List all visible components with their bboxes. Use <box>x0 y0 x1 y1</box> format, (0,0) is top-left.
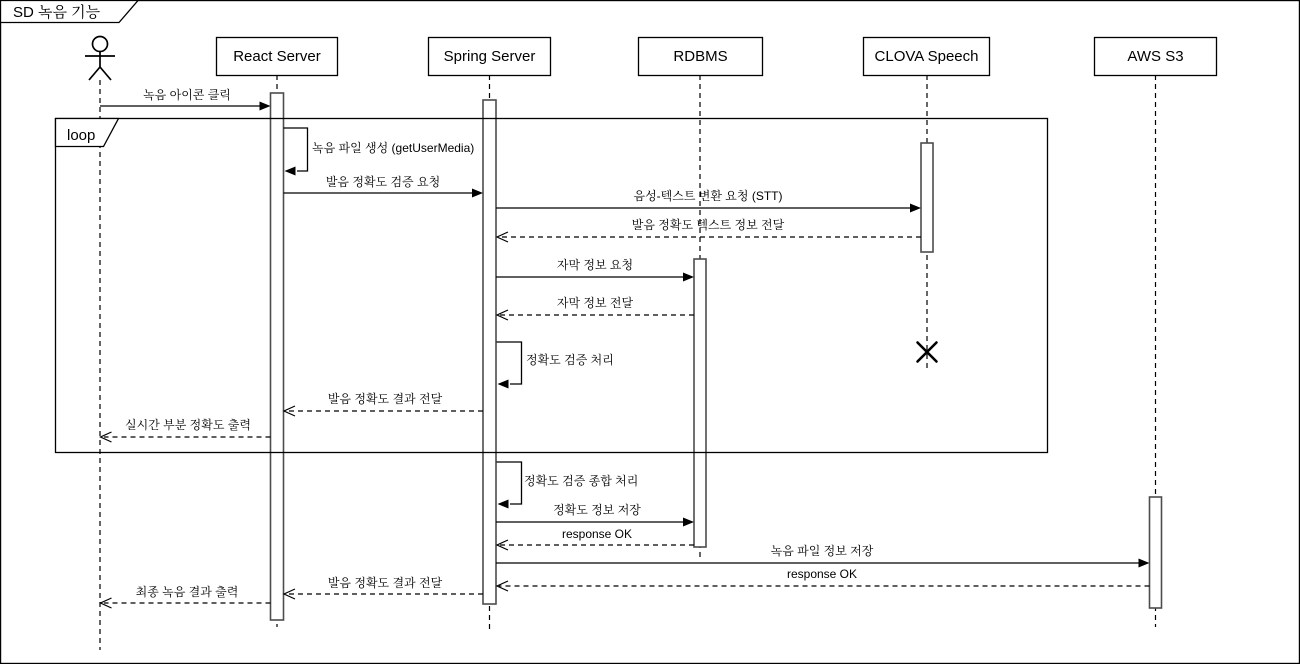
activation-rdbms <box>694 259 706 547</box>
message-label: 발음 정확도 결과 전달 <box>327 392 443 406</box>
message-label: 정확도 정보 저장 <box>553 503 641 517</box>
participant-label: Spring Server <box>443 48 536 65</box>
activation-react <box>271 93 284 620</box>
message-label: response OK <box>561 527 633 541</box>
message-label: 최종 녹음 결과 출력 <box>135 585 239 599</box>
participant-label: RDBMS <box>673 48 728 65</box>
participant-label: AWS S3 <box>1127 48 1184 65</box>
message-label: 정확도 검증 처리 <box>526 353 614 367</box>
loop-label: loop <box>67 127 96 144</box>
message-label: 발음 정확도 텍스트 정보 전달 <box>631 218 785 232</box>
message-label: 실시간 부분 정확도 출력 <box>125 418 251 432</box>
participant-clova <box>864 38 990 76</box>
frame-title: SD 녹음 기능 <box>13 4 101 21</box>
message-label: 음성-텍스트 변환 요청 (STT) <box>633 189 783 203</box>
message-label: 자막 정보 요청 <box>556 258 634 272</box>
message-label: 발음 정확도 검증 요청 <box>325 175 441 189</box>
activation-spring <box>483 100 496 604</box>
activation-aws <box>1150 497 1162 608</box>
message-label: 녹음 파일 정보 저장 <box>770 544 874 558</box>
activation-clova <box>921 143 933 252</box>
message-label: 자막 정보 전달 <box>556 296 634 310</box>
participant-spring <box>429 38 551 76</box>
participant-label: CLOVA Speech <box>874 48 979 65</box>
message-label: 녹음 아이콘 클릭 <box>143 88 231 102</box>
message-label: 녹음 파일 생성 (getUserMedia) <box>312 141 475 155</box>
participant-react <box>217 38 338 76</box>
participant-label: React Server <box>233 48 321 65</box>
message-label: 정확도 검증 종합 처리 <box>524 474 639 488</box>
message-label: 발음 정확도 결과 전달 <box>327 576 443 590</box>
message-label: response OK <box>786 567 858 581</box>
participant-rdbms <box>639 38 763 76</box>
participant-aws <box>1095 38 1217 76</box>
